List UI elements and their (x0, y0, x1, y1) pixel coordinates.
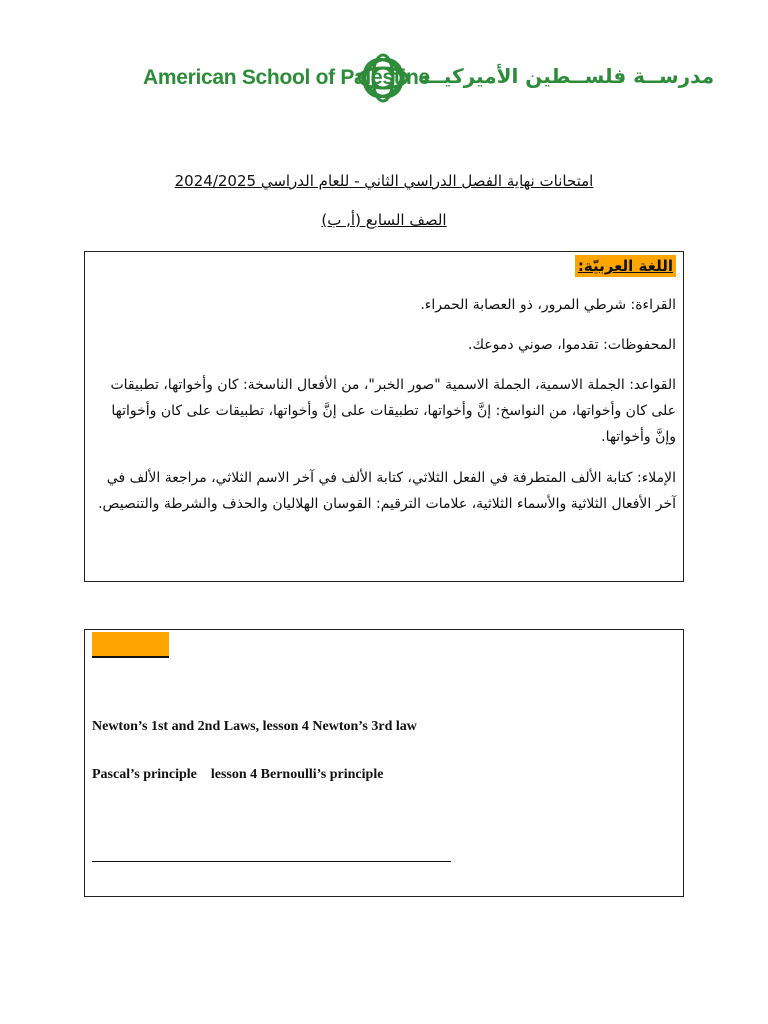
science-syllabus-box (84, 629, 684, 897)
exam-title: امتحانات نهاية الفصل الدراسي الثاني - للعام الدراسي 2024/2025 (174, 172, 594, 190)
reading-paragraph: القراءة: شرطي المرور، ذو العصابة الحمراء. (420, 297, 676, 313)
section-heading-highlight (92, 632, 169, 658)
school-name-arabic: مدرســة فلســطين الأميركيــة (418, 64, 715, 88)
dictation-paragraph: الإملاء: كتابة الألف المتطرفة في الفعل الثلاثي، كتابة الألف في آخر الاسم الثلاثي، مراجعة الألف في آخر الأفعال الثلاثية والأسماء الثلاثية، علامات الترقيم: القوسان الهلاليان والحذف والشرطة والتنصيص. (98, 470, 676, 512)
school-name-english: American School of Palestine (143, 66, 430, 89)
ornamental-knot-logo-icon (355, 52, 411, 104)
memorization-paragraph: المحفوظات: تقدموا، صوني دموعك. (468, 337, 676, 353)
divider-line (92, 861, 451, 862)
science-topic-line-1: Newton’s 1st and 2nd Laws, lesson 4 Newton’s 3rd law (92, 719, 417, 734)
science-topic-line-2: Pascal’s principle lesson 4 Bernoulli’s principle (92, 767, 384, 782)
school-header (0, 52, 768, 108)
grade-title: الصف السابع (أ, ب) (321, 211, 447, 229)
arabic-section-heading: اللغة العربيّة: (575, 255, 676, 277)
grammar-paragraph: القواعد: الجملة الاسمية، الجملة الاسمية "صور الخبر"، من الأفعال الناسخة: كان وأخواتها، تطبيقات على كان وأخواتها، من النواسخ: إنَّ وأخواتها، تطبيقات على إنَّ وأخواتها، تطبيقات على كان وأخواتها وإنَّ وأخواتها. (110, 377, 676, 445)
arabic-syllabus-box (84, 251, 684, 582)
